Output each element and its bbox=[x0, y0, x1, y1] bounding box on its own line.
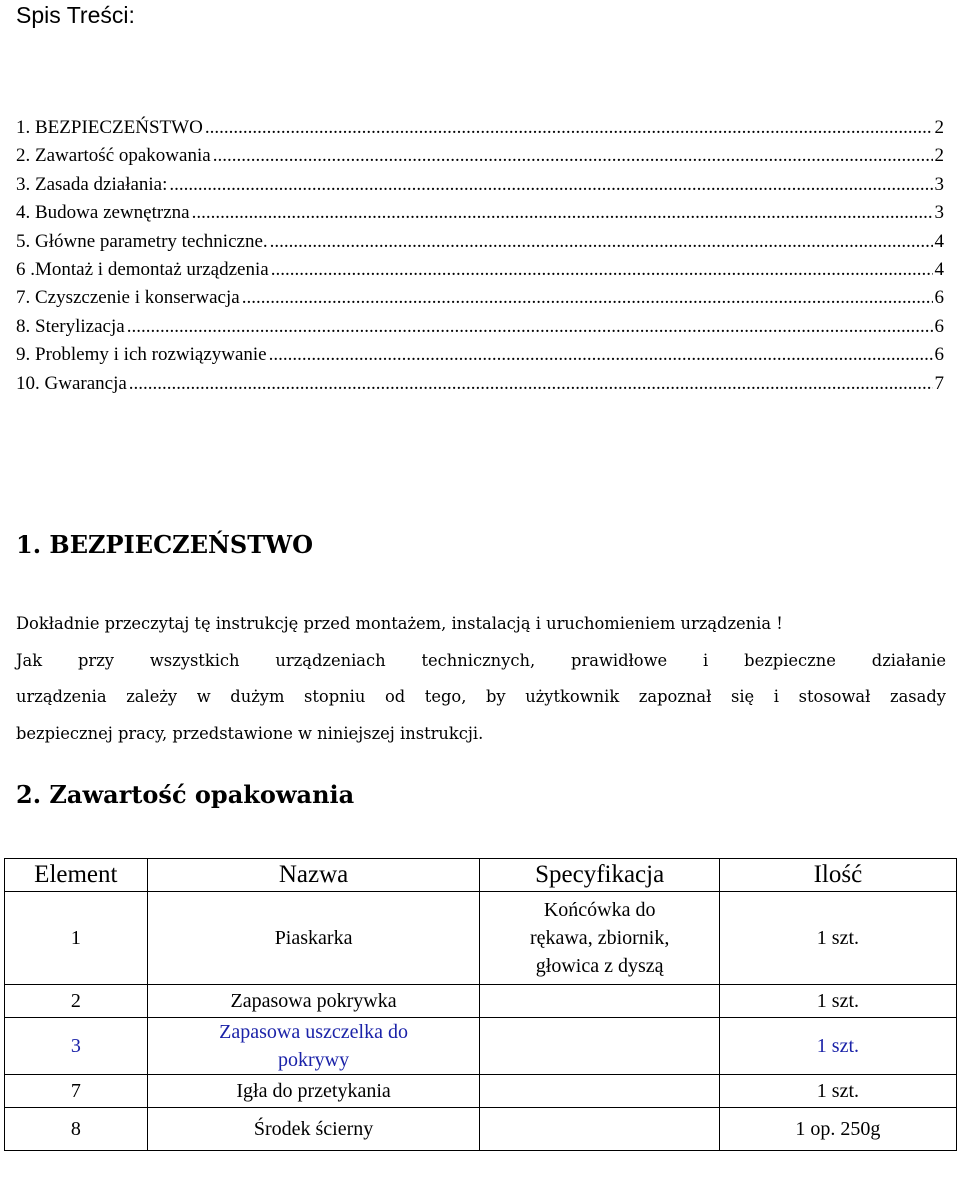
column-header-quantity: Ilość bbox=[719, 859, 956, 892]
toc-item[interactable]: 10. Gwarancja ..... 7 bbox=[16, 370, 944, 398]
toc-item[interactable]: 3. Zasada działania: ..... 3 bbox=[16, 171, 944, 199]
toc-item[interactable]: 7. Czyszczenie i konserwacja ..... 6 bbox=[16, 284, 944, 312]
cell-name: Środek ścierny bbox=[147, 1108, 480, 1151]
toc-item[interactable]: 2. Zawartość opakowania ..... 2 bbox=[16, 142, 944, 170]
table-row bbox=[5, 985, 957, 1018]
column-header-name: Nazwa bbox=[147, 859, 480, 892]
cell-element: 2 bbox=[5, 985, 148, 1018]
cell-name: Piaskarka bbox=[147, 892, 480, 985]
cell-element: 8 bbox=[5, 1108, 148, 1151]
name-line: Zapasowa uszczelka do bbox=[219, 1021, 408, 1043]
table-row bbox=[5, 1018, 957, 1075]
cell-specification bbox=[480, 892, 719, 985]
paragraph-line: Dokładnie przeczytaj tę instrukcję przed montażem, instalacją i uruchomieniem urządzenia ! bbox=[16, 614, 783, 633]
cell-specification bbox=[480, 1075, 719, 1108]
toc-item[interactable]: 9. Problemy i ich rozwiązywanie ..... 6 bbox=[16, 341, 944, 369]
cell-quantity: 1 szt. bbox=[719, 985, 956, 1018]
cell-quantity: 1 szt. bbox=[719, 892, 956, 985]
column-header-element: Element bbox=[5, 859, 148, 892]
package-contents-table bbox=[4, 858, 957, 1151]
paragraph-line: urządzenia zależy w dużym stopniu od tego, by użytkownik zapoznał się i stosował zasady bbox=[16, 687, 946, 706]
table-row bbox=[5, 892, 957, 985]
table-header-row bbox=[5, 859, 957, 892]
section-heading-safety: 1. BEZPIECZEŃSTWO bbox=[16, 530, 313, 559]
cell-element: 7 bbox=[5, 1075, 148, 1108]
spec-line: Końcówka do bbox=[543, 899, 656, 921]
cell-specification bbox=[480, 1108, 719, 1151]
spec-line: rękawa, zbiornik, bbox=[529, 927, 670, 949]
cell-specification bbox=[480, 985, 719, 1018]
column-header-specification: Specyfikacja bbox=[480, 859, 719, 892]
toc-item[interactable]: 5. Główne parametry techniczne. ..... 4 bbox=[16, 228, 944, 256]
cell-name: Igła do przetykania bbox=[147, 1075, 480, 1108]
cell-quantity: 1 szt. bbox=[719, 1075, 956, 1108]
cell-quantity: 1 op. 250g bbox=[719, 1108, 956, 1151]
safety-paragraph bbox=[16, 606, 946, 752]
section-heading-package-contents: 2. Zawartość opakowania bbox=[16, 780, 355, 809]
toc-item[interactable]: 4. Budowa zewnętrzna ..... 3 bbox=[16, 199, 944, 227]
cell-specification bbox=[480, 1018, 719, 1075]
spec-line: głowica z dyszą bbox=[535, 955, 664, 977]
paragraph-line: Jak przy wszystkich urządzeniach technicznych, prawidłowe i bezpieczne działanie bbox=[16, 650, 946, 670]
cell-name bbox=[147, 1018, 480, 1075]
cell-element: 3 bbox=[5, 1018, 148, 1075]
toc-title: Spis Treści: bbox=[16, 2, 135, 28]
name-line: pokrywy bbox=[278, 1049, 350, 1071]
table-row bbox=[5, 1075, 957, 1108]
cell-element: 1 bbox=[5, 892, 148, 985]
table-of-contents bbox=[16, 114, 944, 398]
toc-item[interactable]: 1. BEZPIECZEŃSTWO ..... 2 bbox=[16, 114, 944, 142]
toc-item[interactable]: 8. Sterylizacja ..... 6 bbox=[16, 313, 944, 341]
cell-name: Zapasowa pokrywka bbox=[147, 985, 480, 1018]
table-row bbox=[5, 1108, 957, 1151]
toc-item[interactable]: 6 .Montaż i demontaż urządzenia ..... 4 bbox=[16, 256, 944, 284]
paragraph-line: bezpiecznej pracy, przedstawione w niniejszej instrukcji. bbox=[16, 723, 484, 743]
cell-quantity: 1 szt. bbox=[719, 1018, 956, 1075]
